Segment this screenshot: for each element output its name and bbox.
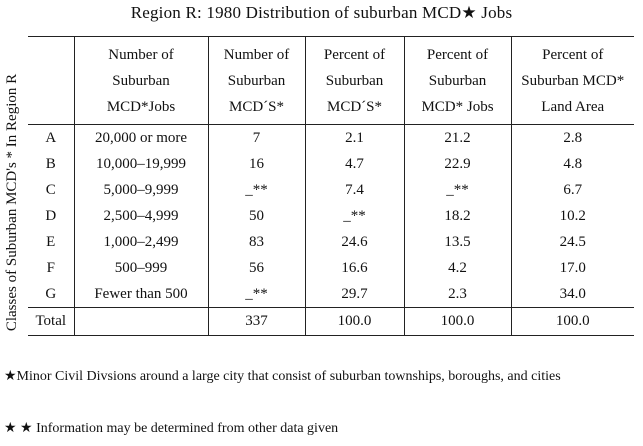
pct-mcds-cell: 29.7 (305, 281, 404, 308)
header-line: MCD´S* (326, 98, 382, 115)
header-line: MCD* Jobs (421, 98, 494, 115)
pct-land-cell: 34.0 (559, 285, 586, 302)
table-row (28, 177, 634, 203)
header-line: Number of (108, 46, 174, 63)
table-row (28, 125, 634, 152)
pct-land-cell: 4.8 (563, 155, 583, 172)
pct-jobs-cell: 2.3 (404, 281, 511, 308)
pct-mcds-cell: 7.4 (305, 177, 404, 203)
table-row (28, 151, 634, 177)
class-cell: G (28, 281, 74, 308)
mcds-cell: _** (208, 281, 305, 308)
pct-jobs-cell: 4.2 (404, 255, 511, 281)
page-title: Region R: 1980 Distribution of suburban MCD★ Jobs (130, 3, 513, 22)
pct-jobs-cell: 13.5 (404, 229, 511, 255)
pct-jobs-cell: 100.0 (404, 308, 511, 336)
header-corner (28, 37, 74, 125)
pct-mcds-cell: 24.6 (305, 229, 404, 255)
header-percent-of-mcds (305, 37, 404, 125)
jobs-cell: 500–999 (74, 255, 208, 281)
header-line: Suburban (428, 72, 487, 89)
total-label-cell: Total (28, 308, 74, 336)
header-line: Percent of (323, 46, 386, 63)
class-cell: F (28, 255, 74, 281)
header-row (28, 37, 634, 125)
header-number-of-mcds (208, 37, 305, 125)
pct-mcds-cell: 100.0 (305, 308, 404, 336)
header-line: Percent of (426, 46, 489, 63)
side-axis-label-container (2, 42, 24, 362)
pct-jobs-cell: 21.2 (404, 125, 511, 152)
mcds-cell: 7 (208, 125, 305, 152)
header-line: Number of (223, 46, 290, 63)
mcds-cell: 16 (208, 151, 305, 177)
jobs-cell: 5,000–9,999 (74, 177, 208, 203)
pct-land-cell: 6.7 (563, 181, 583, 198)
pct-land-cell: 17.0 (559, 259, 586, 276)
jobs-cell: 10,000–19,999 (74, 151, 208, 177)
pct-mcds-cell: 16.6 (305, 255, 404, 281)
header-line: MCD´S* (228, 98, 284, 115)
footnote-definition: ★Minor Civil Divsions around a large city that consist of suburban townships, boroughs, and cities (4, 369, 561, 384)
table-row (28, 203, 634, 229)
header-line: Land Area (541, 98, 605, 115)
class-cell: B (28, 151, 74, 177)
header-percent-of-jobs (404, 37, 511, 125)
header-line: Suburban MCD* (521, 72, 625, 89)
mcds-cell: 83 (208, 229, 305, 255)
header-line: Suburban (227, 72, 286, 89)
class-cell: E (28, 229, 74, 255)
mcds-cell: 56 (208, 255, 305, 281)
pct-mcds-cell: 4.7 (305, 151, 404, 177)
table-row (28, 229, 634, 255)
pct-jobs-cell: 18.2 (404, 203, 511, 229)
table-row (28, 255, 634, 281)
total-row (28, 308, 634, 336)
pct-land-cell: 10.2 (559, 207, 586, 224)
pct-mcds-cell: 2.1 (305, 125, 404, 152)
pct-land-cell: 100.0 (511, 308, 634, 336)
pct-land-cell: 24.5 (559, 233, 586, 250)
class-cell: C (28, 177, 74, 203)
header-line: Percent of (542, 46, 604, 63)
jobs-cell: 20,000 or more (74, 125, 208, 152)
side-axis-label: Classes of Suburban MCD's * In Region R (4, 73, 21, 331)
header-percent-of-land-area (511, 37, 634, 125)
header-line: Suburban (112, 72, 170, 89)
pct-mcds-cell: _** (305, 203, 404, 229)
header-line: Suburban (325, 72, 384, 89)
table-row (28, 281, 634, 308)
distribution-table (28, 36, 634, 336)
class-cell: A (28, 125, 74, 152)
jobs-cell (74, 308, 208, 336)
pct-land-cell: 2.8 (563, 129, 583, 146)
jobs-cell: Fewer than 500 (74, 281, 208, 308)
jobs-cell: 2,500–4,999 (74, 203, 208, 229)
mcds-cell: 337 (208, 308, 305, 336)
footnote-information: ★ ★ Information may be determined from other data given (4, 421, 339, 436)
mcds-cell: _** (208, 177, 305, 203)
class-cell: D (28, 203, 74, 229)
jobs-cell: 1,000–2,499 (74, 229, 208, 255)
header-line: MCD*Jobs (106, 98, 176, 115)
mcds-cell: 50 (208, 203, 305, 229)
pct-jobs-cell: 22.9 (404, 151, 511, 177)
pct-jobs-cell: _** (404, 177, 511, 203)
header-number-of-jobs (74, 37, 208, 125)
